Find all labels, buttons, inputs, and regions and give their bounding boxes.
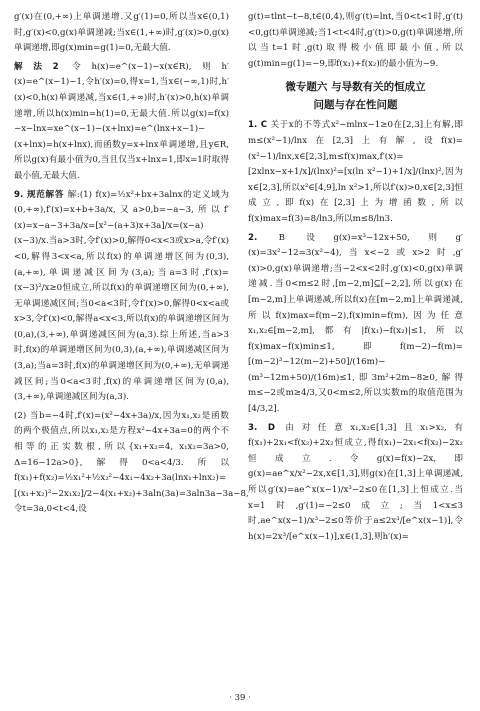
right-column (248, 10, 463, 545)
answer-1-text: 关于x的不等式x²−mlnx−1≥0在[2,3]上有解,即m≤(x²−1)/lnx在[2,3]上有解,设f(x)=(x²−1)/lnx,x∈[2,3],m≤f(x)max,f′(x)=[2xlnx−x+1/x]/(lnx)²=[x(ln x²−1)+1/x]/(lnx)²,因为x∈[2,3],所以x²∈[4,9],ln x²>1,所以f′(x)>0,x∈[2,3]恒成立,即f(x)在[2,3]上为增函数,所以f(x)max=f(3)=8/ln3,所以m≤8/ln3. (248, 120, 464, 224)
solution-label: 解法2 (14, 61, 59, 72)
problem-9-part-2: (2) 当b=−4时,f′(x)=(x²−4x+3a)/x,因为x₁,x₂是函数的两个极值点,所以x₁,x₂是方程x²−4x+3a=0的两个不相等的正实数根,所以{x₁+x₂=4, x₁x₂=3a>0, Δ=16−12a>0},解得0<a<4/3.所以f(x₁)+f(x₂)=½x₁²+½x₂²−4x₁−4x₂+3a(lnx₁+lnx₂)=[(x₁+x₂)²−2x₁x₂]/2−4(x₁+x₂)+3aln(3a)=3aln3a−3a−8,令t=3a,0<t<4,设 (14, 410, 249, 515)
answer-1 (248, 118, 463, 227)
answer-2-text: B 设g(x)=x³−12x+50,则g′(x)=3x²−12=3(x²−4),当x<−2或x>2时,g′(x)>0,g(x)单调递增;当−2<x<2时,g′(x)<0,g(x)单调递减.当0<m≤2时,[m−2,m]⊆[−2,2],所以g(x)在[m−2,m]上单调递减,所以f(x)在[m−2,m]上单调递减,所以f(x)max=f(m−2),f(x)min=f(m),因为任意x₁,x₂∈[m−2,m],都有|f(x₁)−f(x₂)|≤1,所以f(x)max−f(x)min≤1,即f(m−2)−f(m)=[(m−2)³−12(m−2)+50]/(16m)−(m³−12m+50)/(16m)≤1,即3m²+2m−8≥0,解得m≤−2或m≥4/3,又0<m≤2,所以实数m的取值范围为[4/3,2]. (248, 232, 463, 415)
answer-2-label: 2. (248, 232, 258, 243)
solution-method-2 (14, 60, 229, 185)
answer-2 (248, 231, 463, 418)
solution-text: 令h(x)=e^(x−1)−x(x∈R),则h′(x)=e^(x−1)−1,令h′(x)=0,得x=1,当x∈(−∞,1)时,h′(x)<0,h(x)单调递减,当x∈(1,+∞)时,h′(x)>0,h(x)单调递增,所以h(x)min=h(1)=0,无最大值.所以g(x)=f(x)−x−lnx=xe^(x−1)−(x+lnx)=e^(lnx+x−1)−(x+lnx)=h(x+lnx),而函数y=x+lnx单调递增,且y∈R,所以g(x)有最小值为0,当且仅当x+lnx=1,即x=1时取得最小值,无最大值. (14, 61, 229, 181)
problem-9-solution (14, 188, 229, 406)
problem-9-text: 解:(1) f(x)=½x²+bx+3alnx的定义域为(0,+∞),f′(x)=x+b+3a/x,又a>0,b=−a−3,所以f′(x)=x−a−3+3a/x=[x²−(a+3)x+3a]/x=(x−a)(x−3)/x.当a>3时,令f′(x)>0,解得0<x<3或x>a,令f′(x)<0,解得3<x<a,所以f(x)的单调递增区间为(0,3),(a,+∞),单调递减区间为(3,a);当a=3时,f′(x)=(x−3)²/x≥0恒成立,所以f(x)的单调递增区间为(0,+∞),无单调递减区间;当0<a<3时,令f′(x)>0,解得0<x<a或x>3,令f′(x)<0,解得a<x<3,所以f(x)的单调递增区间为(0,a),(3,+∞),单调递减区间为(a,3).综上所述,当a>3时,f(x)的单调递增区间为(0,3),(a,+∞),单调递减区间为(3,a);当a=3时,f(x)的单调递增区间为(0,+∞),无单调递减区间;当0<a<3时,f(x)的单调递增区间为(0,a),(3,+∞),单调递减区间为(a,3). (14, 189, 229, 403)
section-subtitle: 问题与存在性问题 (313, 99, 398, 112)
problem-9-label: 9. 规范解答 (14, 189, 65, 200)
left-column (14, 10, 249, 518)
section-title: 微专题六 与导数有关的恒成立 (285, 81, 426, 94)
right-paragraph-1: g(t)=tlnt−t−8,t∈(0,4),则g′(t)=lnt,当0<t<1时,g′(t)<0,g(t)单调递减;当1<t<4时,g′(t)>0,g(t)单调递增,所以当t=1时,g(t)取得极小值即最小值,所以g(t)min=g(1)=−9,即f(x₁)+f(x₂)的最小值为−9. (248, 12, 463, 69)
left-paragraph-1: g′(x)在(0,+∞)上单调递增.又g′(1)=0,所以当x∈(0,1)时,g′(x)<0,g(x)单调递减;当x∈(1,+∞)时,g′(x)>0,g(x)单调递增,即g(x)min=g(1)=0,无最大值. (14, 12, 229, 54)
answer-3-text: 由对任意x₁,x₂∈[1,3]且x₁>x₂,有f(x₁)+2x₁<f(x₂)+2x₂恒成立,得f(x₁)−2x₁<f(x₂)−2x₂恒成立.令g(x)=f(x)−2x,即g(x)=ae^x/x²−2x,x∈[1,3],则g(x)在[1,3]上单调递减,所以g′(x)=ae^x(x−1)/x³−2≤0在[1,3]上恒成立.当x=1时,g′(1)=−2≤0成立;当1<x≤3时,ae^x(x−1)/x³−2≤0等价于a≤2x³/[e^x(x−1)],令h(x)=2x³/[e^x(x−1)],x∈(1,3],则h′(x)= (248, 422, 463, 542)
answer-1-label: 1. C (248, 120, 268, 131)
answer-3-label: 3. D (248, 422, 276, 433)
page-number: · 39 · (229, 693, 251, 703)
answer-3 (248, 421, 463, 546)
